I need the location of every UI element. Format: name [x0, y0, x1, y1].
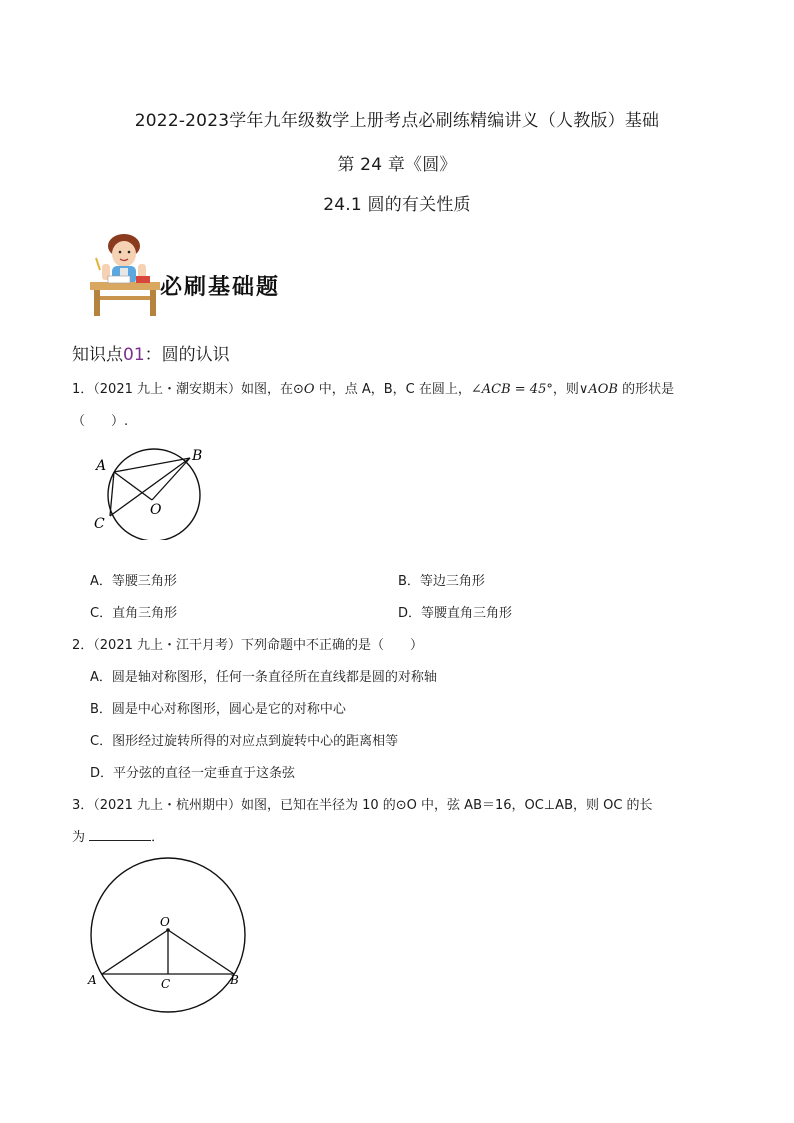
q3-label-o: O [160, 915, 170, 929]
q1-triangle-expr: ∨AOB [578, 382, 618, 397]
q2-stem: 2．（2021 九上・江干月考）下列命题中不正确的是（ ） [72, 638, 423, 653]
q1-segment-ao [114, 472, 152, 500]
q1-circle-figure [88, 440, 218, 540]
q1-label-o: O [150, 502, 162, 518]
q3-label-c: C [161, 977, 171, 991]
q3-circle-figure [84, 852, 254, 1014]
knowledge-point-number: 01 [123, 345, 145, 365]
banner-label: 必刷基础题 [160, 274, 281, 300]
q3-label-a: A [88, 973, 97, 987]
q3-answer-blank[interactable] [89, 828, 151, 841]
q1-label-c: C [94, 516, 105, 532]
q1-text-a: 1．（2021 九上・潮安期末）如图，在⊙ [72, 382, 304, 397]
section-title: 24.1 圆的有关性质 [323, 195, 471, 215]
q2-option-c[interactable]: C．图形经过旋转所得的对应点到旋转中心的距离相等 [90, 734, 399, 749]
q1-stem-line2: （ ）. [72, 414, 129, 429]
q1-text-b: 中，点 A，B，C 在圆上， [314, 382, 471, 397]
q3-text-b: ． [151, 830, 165, 845]
q3-segment-oa [102, 930, 168, 974]
knowledge-point-heading [72, 340, 230, 365]
q1-circle-o: O [303, 382, 315, 397]
q1-angle-expr: ∠ACB = 45° [470, 382, 553, 397]
student-cartoon-illustration [86, 230, 166, 320]
q3-stem-line1: 3．（2021 九上・杭州期中）如图，已知在半径为 10 的⊙O 中，弦 AB＝16，OC⊥AB，则 OC 的长 [72, 798, 653, 813]
q1-option-b[interactable]: B．等边三角形 [398, 574, 485, 589]
chapter-title: 第 24 章《圆》 [337, 155, 457, 175]
q2-option-b[interactable]: B．圆是中心对称图形，圆心是它的对称中心 [90, 702, 346, 717]
q2-option-a[interactable]: A．圆是轴对称图形，任何一条直径所在直线都是圆的对称轴 [90, 670, 437, 685]
q1-stem-line1 [72, 378, 674, 397]
document-title: 2022-2023学年九年级数学上册考点必刷练精编讲义（人教版）基础 [134, 111, 660, 131]
q1-text-c: ，则 [552, 382, 579, 397]
q1-label-b: B [192, 448, 203, 464]
q1-option-c[interactable]: C．直角三角形 [90, 606, 178, 621]
knowledge-point-prefix: 知识点 [72, 345, 123, 365]
q3-text-a: 为 [72, 830, 86, 845]
q3-label-b: B [230, 973, 239, 987]
q1-option-a[interactable]: A．等腰三角形 [90, 574, 177, 589]
q3-segment-ob [168, 930, 234, 974]
knowledge-point-suffix: ：圆的认识 [144, 345, 230, 365]
q1-text-d: 的形状是 [617, 382, 675, 397]
q3-stem-line2 [72, 826, 164, 845]
q1-label-a: A [96, 458, 107, 474]
q1-option-d[interactable]: D．等腰直角三角形 [398, 606, 513, 621]
q2-option-d[interactable]: D．平分弦的直径一定垂直于这条弦 [90, 766, 296, 781]
